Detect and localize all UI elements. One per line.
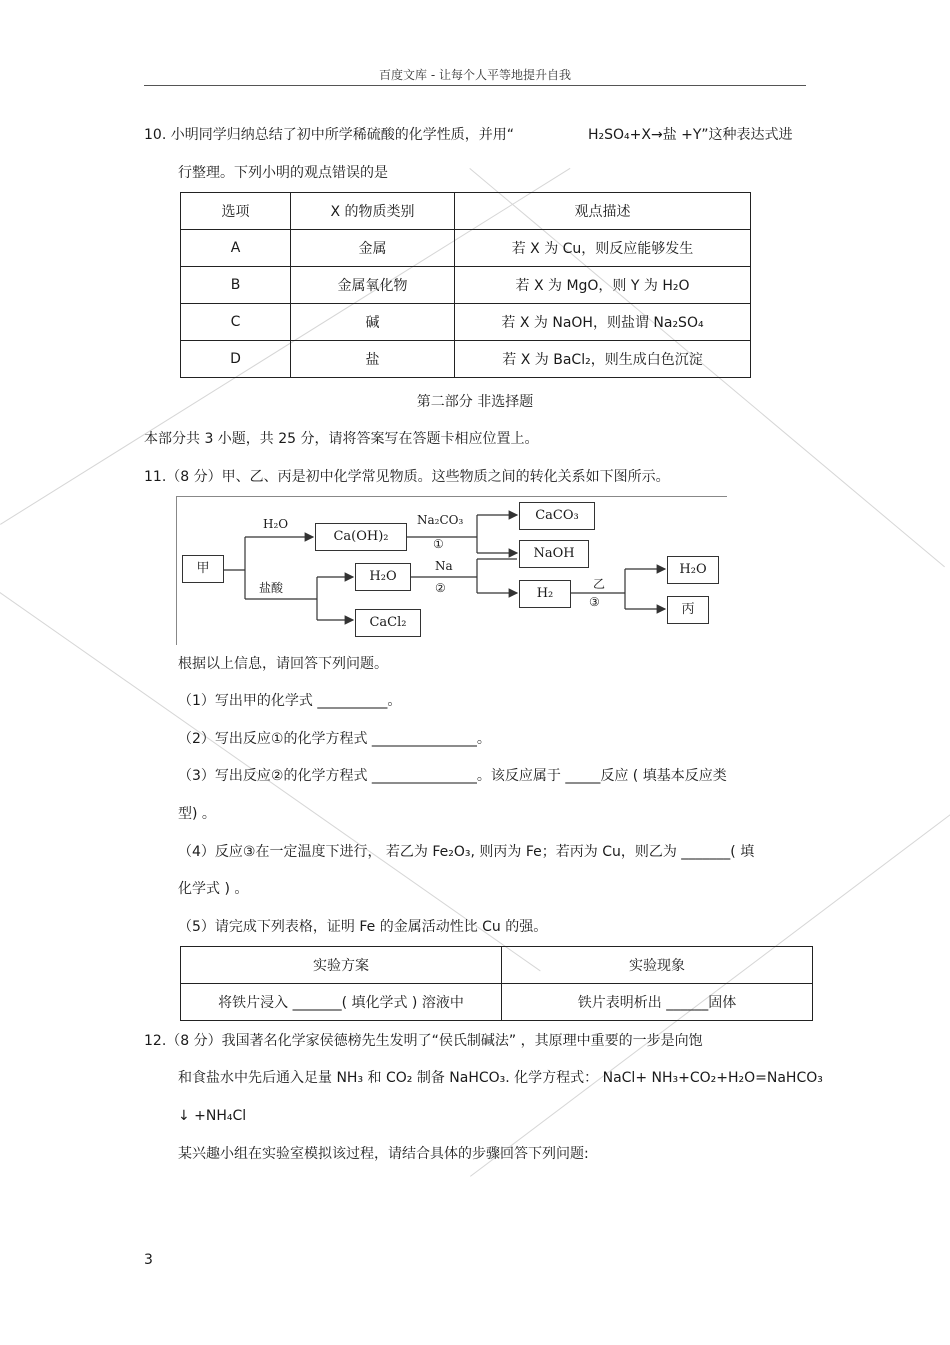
q11-s3-line1: （3）写出反应②的化学方程式 _______________。该反应属于 _____反应 ( 填基本反应类: [178, 768, 727, 784]
box-caoh2: Ca(OH)₂: [315, 523, 407, 551]
table-row: [181, 304, 751, 341]
q11-s1: （1）写出甲的化学式 __________。: [178, 693, 402, 709]
box-cacl2: CaCl₂: [355, 609, 421, 637]
table-cell: 盐: [291, 341, 455, 378]
table-header: 实验现象: [502, 947, 813, 984]
q11-stem: 11.（8 分）甲、乙、丙是初中化学常见物质。这些物质之间的转化关系如下图所示。: [144, 469, 670, 485]
q11-table: [180, 946, 813, 1021]
table-row: [181, 984, 813, 1021]
table-cell: B: [181, 267, 291, 304]
q11-s5: （5）请完成下列表格，证明 Fe 的金属活动性比 Cu 的强。: [178, 919, 548, 935]
page-number: 3: [144, 1252, 153, 1268]
q11-prompt: 根据以上信息，请回答下列问题。: [178, 656, 388, 672]
box-bing: 丙: [667, 596, 709, 624]
table-header-row: [181, 947, 813, 984]
table-row: [181, 230, 751, 267]
table-cell: 碱: [291, 304, 455, 341]
box-naoh: NaOH: [519, 540, 589, 568]
table-cell: 将铁片浸入 _______( 填化学式 ) 溶液中: [181, 984, 502, 1021]
label-r3: ③: [589, 595, 600, 609]
page-header: 百度文库 - 让每个人平等地提升自我: [379, 68, 571, 82]
box-caco3: CaCO₃: [519, 502, 595, 530]
label-yi: 乙: [593, 577, 606, 591]
table-cell: 金属氧化物: [291, 267, 455, 304]
label-r2: ②: [435, 581, 446, 595]
table-cell: D: [181, 341, 291, 378]
box-h2o: H₂O: [355, 563, 411, 591]
q10-stem-b: H₂SO₄+X→盐 +Y”这种表达式进: [588, 127, 793, 143]
table-header: 实验方案: [181, 947, 502, 984]
table-header: 选项: [181, 193, 291, 230]
table-cell: 铁片表明析出 ______固体: [502, 984, 813, 1021]
table-header: 观点描述: [455, 193, 751, 230]
q11-s2: （2）写出反应①的化学方程式 _______________。: [178, 731, 491, 747]
label-na2co3: Na₂CO₃: [417, 513, 464, 527]
label-r1: ①: [433, 537, 444, 551]
q12-line3: ↓ +NH₄Cl: [178, 1108, 247, 1124]
table-cell: 若 X 为 Cu，则反应能够发生: [455, 230, 751, 267]
header-rule: [144, 85, 806, 86]
table-cell: 若 X 为 NaOH，则盐谓 Na₂SO₄: [455, 304, 751, 341]
table-cell: 金属: [291, 230, 455, 267]
table-cell: C: [181, 304, 291, 341]
q11-s4-line1: （4）反应③在一定温度下进行， 若乙为 Fe₂O₃, 则丙为 Fe；若丙为 Cu，则乙为 _______( 填: [178, 844, 755, 860]
q10-table: [180, 192, 751, 378]
table-header: X 的物质类别: [291, 193, 455, 230]
label-hcl: 盐酸: [259, 581, 284, 595]
label-h2o: H₂O: [263, 517, 289, 531]
q11-s4-line2: 化学式 ) 。: [178, 881, 249, 897]
box-jia: 甲: [182, 555, 224, 583]
table-cell: 若 X 为 BaCl₂，则生成白色沉淀: [455, 341, 751, 378]
q12-line1: 12.（8 分）我国著名化学家侯德榜先生发明了“侯氏制碱法” ，其原理中重要的一步是向饱: [144, 1033, 703, 1049]
q10-stem-line2: 行整理。下列小明的观点错误的是: [178, 165, 388, 181]
q11-s3-line2: 型) 。: [178, 806, 216, 822]
table-cell: A: [181, 230, 291, 267]
q12-line2: 和食盐水中先后通入足量 NH₃ 和 CO₂ 制备 NaHCO₃. 化学方程式： NaCl+ NH₃+CO₂+H₂O=NaHCO₃: [178, 1070, 823, 1086]
box-h2o-2: H₂O: [667, 556, 719, 584]
part2-title: 第二部分 非选择题: [416, 394, 534, 410]
q12-line4: 某兴趣小组在实验室模拟该过程，请结合具体的步骤回答下列问题:: [178, 1146, 589, 1162]
table-row: [181, 267, 751, 304]
box-h2: H₂: [519, 580, 571, 608]
q10-stem-a: 10. 小明同学归纳总结了初中所学稀硫酸的化学性质，并用“: [144, 127, 514, 143]
q11-diagram: [176, 496, 727, 645]
table-header-row: [181, 193, 751, 230]
part2-intro: 本部分共 3 小题，共 25 分，请将答案写在答题卡相应位置上。: [144, 431, 539, 447]
label-na: Na: [435, 559, 453, 573]
table-row: [181, 341, 751, 378]
table-cell: 若 X 为 MgO，则 Y 为 H₂O: [455, 267, 751, 304]
